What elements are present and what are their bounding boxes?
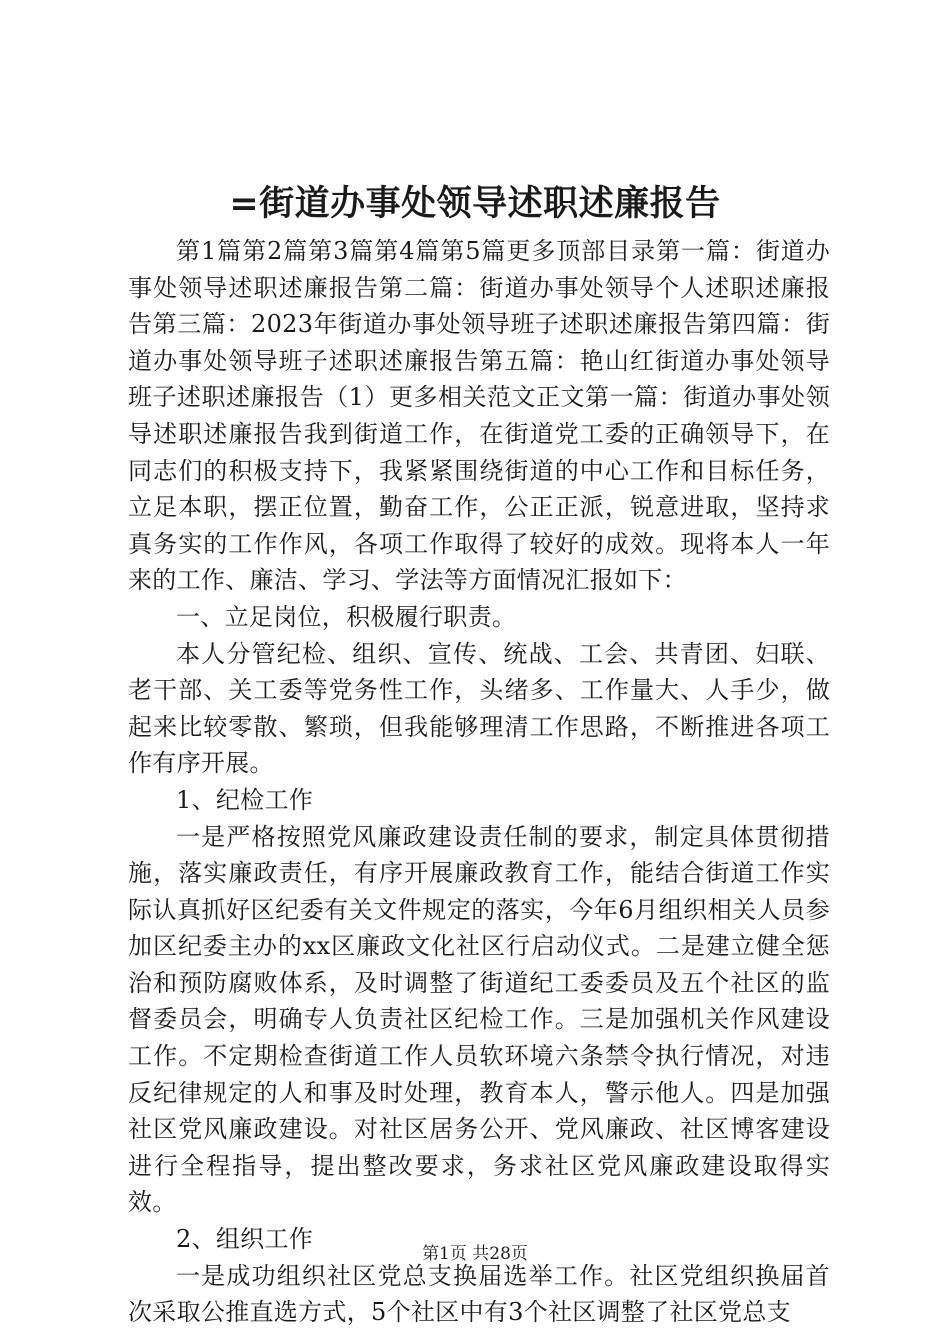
document-body (128, 233, 830, 1331)
document-title: =街道办事处领导述职述廉报告 (229, 183, 721, 224)
section-heading-1: 一、立足岗位，积极履行职责。 (176, 602, 517, 631)
subsection-heading-discipline: 1、纪检工作 (176, 785, 314, 814)
paragraph-organization: 一是成功组织社区党总支换届选举工作。社区党组织换届首次采取公推直选方式，5个社区中有3个社区调整了社区党总支 (128, 1261, 830, 1327)
page-number: 第1页 共28页 (422, 1244, 528, 1264)
subsection-heading-organization: 2、组织工作 (176, 1225, 314, 1254)
paragraph-intro: 第1篇第2篇第3篇第4篇第5篇更多顶部目录第一篇：街道办事处领导述职述廉报告第二篇：街道办事处领导个人述职述廉报告第三篇：2023年街道办事处领导班子述职述廉报告第四篇：街道办事处领导班子述职述廉报告第五篇：艳山红街道办事处领导班子述职述廉报告（1）更多相关范文正文第一篇：街道办事处领导述职述廉报告我到街道工作，在街道党工委的正确领导下，在同志们的积极支持下，我紧紧围绕街道的中心工作和目标任务，立足本职，摆正位置，勤奋工作，公正正派，锐意进取，坚持求真务实的工作作风，各项工作取得了较好的成效。现将本人一年来的工作、廉洁、学习、学法等方面情况汇报如下： (128, 237, 830, 595)
paragraph-duties: 本人分管纪检、组织、宣传、统战、工会、共青团、妇联、老干部、关工委等党务性工作，头绪多、工作量大、人手少，做起来比较零散、繁琐，但我能够理清工作思路，不断推进各项工作有序开展。 (128, 639, 830, 778)
paragraph-discipline: 一是严格按照党风廉政建设责任制的要求，制定具体贯彻措施，落实廉政责任，有序开展廉政教育工作，能结合街道工作实际认真抓好区纪委有关文件规定的落实，今年6月组织相关人员参加区纪委主办的xx区廉政文化社区行启动仪式。二是建立健全惩治和预防腐败体系，及时调整了街道纪工委委员及五个社区的监督委员会，明确专人负责社区纪检工作。三是加强机关作风建设工作。不定期检查街道工作人员软环境六条禁令执行情况，对违反纪律规定的人和事及时处理，教育本人，警示他人。四是加强社区党风廉政建设。对社区居务公开、党风廉政、社区博客建设进行全程指导，提出整改要求，务求社区党风廉政建设取得实效。 (128, 822, 830, 1217)
